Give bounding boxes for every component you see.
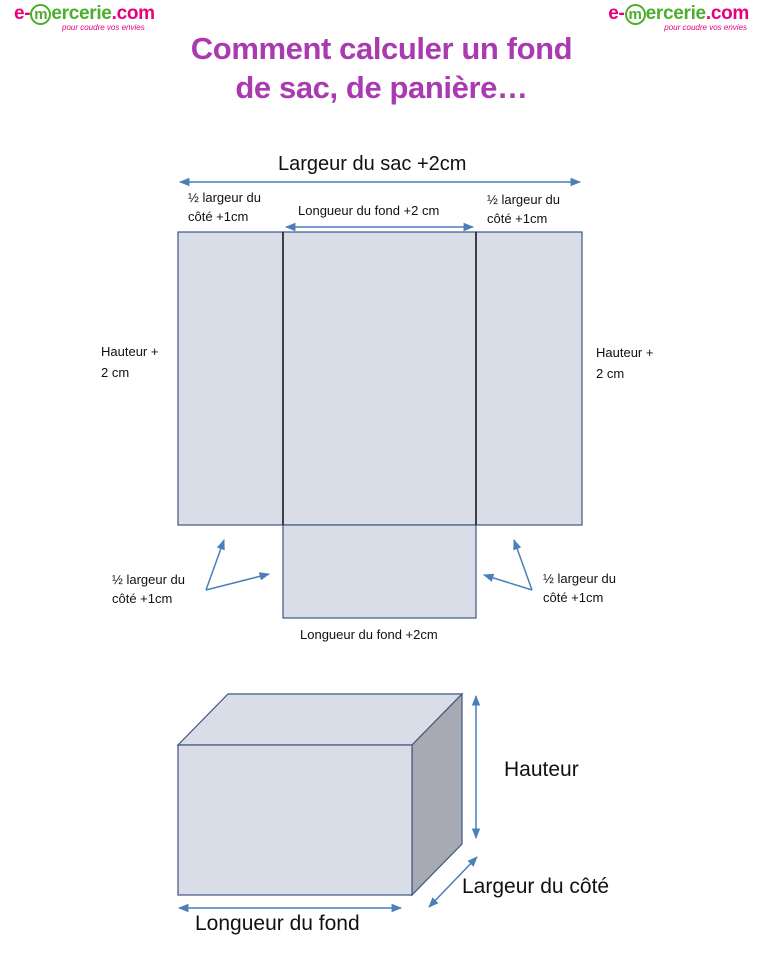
- label-half-side-top-left: ½ largeur du côté +1cm: [188, 190, 261, 224]
- box-front-face: [178, 745, 412, 895]
- panel-right-side: [476, 232, 582, 525]
- label-half-side-bottom-left: ½ largeur du côté +1cm: [112, 572, 185, 606]
- label-longueur-fond-bottom: Longueur du fond +2cm: [300, 627, 438, 642]
- label-half-side-top-right: ½ largeur du côté +1cm: [487, 192, 560, 226]
- label-half-side-bottom-right: ½ largeur du côté +1cm: [543, 571, 616, 605]
- logo-wordmark: e- m ercerie.com: [14, 3, 155, 24]
- label-hauteur: Hauteur: [504, 758, 579, 781]
- logo-tagline: pour coudre vos envies: [664, 23, 747, 32]
- label-hauteur-left: Hauteur + 2 cm: [101, 344, 159, 380]
- pointer-br-up: [514, 540, 532, 590]
- pointer-br-left: [484, 575, 532, 590]
- pointer-bl-right: [206, 574, 269, 590]
- logo-wordmark: e- m ercerie.com: [608, 3, 749, 24]
- label-hauteur-right: Hauteur + 2 cm: [596, 345, 654, 381]
- label-longueur-fond: Longueur du fond: [195, 912, 360, 935]
- logo-tagline: pour coudre vos envies: [62, 23, 145, 32]
- panel-left-side: [178, 232, 283, 525]
- panel-bottom: [283, 525, 476, 618]
- label-largeur-cote: Largeur du côté: [462, 875, 610, 898]
- page-title: Comment calculer un fond de sac, de panière…: [190, 31, 573, 105]
- pointer-bl-up: [206, 540, 224, 590]
- panel-center: [283, 232, 476, 525]
- label-longueur-fond-top: Longueur du fond +2 cm: [298, 203, 440, 218]
- label-largeur-sac: Largeur du sac +2cm: [278, 153, 467, 175]
